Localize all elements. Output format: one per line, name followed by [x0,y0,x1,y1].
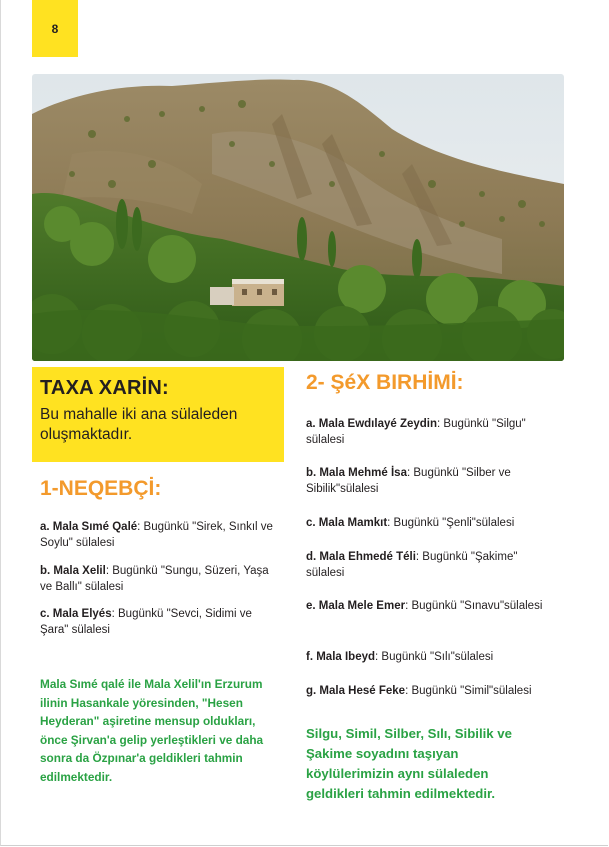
neqebci-heading: 1-NEQEBÇİ: [40,477,162,500]
list-item: e. Mala Mele Emer: Bugünkü "Sınavu"sülalesi [306,600,543,612]
left-note: Mala Sımé qalé ile Mala Xelil'ın Erzurum ilinin Hasankale yöresinden, "Hesen Heyderan" aşiretine mensup oldukları, önce Şirvan'a gelip yerleştikleri ve daha sonra da Özpınar'a geldikleri tahmin edilmektedir. [40,677,264,784]
page-number: 8 [51,21,59,36]
hillside-village-image [32,74,564,361]
list-item: f. Mala Ibeyd: Bugünkü "Sılı"sülalesi [306,651,494,663]
list-item: a. Mala Sımé Qalé: Bugünkü "Sirek, Sınkıl ve Soylu" sülalesi [40,521,273,549]
list-item: c. Mala Elyés: Bugünkü "Sevci, Sidimi ve Şara" sülalesi [40,608,252,636]
sex-birhimi-heading: 2- ŞéX BIRHİMİ: [306,371,464,394]
section-subtitle: Bu mahalle iki ana sülaleden oluşmaktadır. [40,406,238,443]
list-item: d. Mala Ehmedé Téli: Bugünkü "Şakime" sülalesi [306,551,518,579]
landscape-photo [32,74,564,361]
section-title-box [32,367,284,462]
list-item: a. Mala Ewdılayé Zeydin: Bugünkü "Silgu" sülalesi [306,418,526,446]
list-item: g. Mala Hesé Feke: Bugünkü "Simil"sülalesi [306,685,532,697]
list-item: b. Mala Xelil: Bugünkü "Sungu, Süzeri, Yaşa ve Ballı" sülalesi [40,565,269,593]
section-title: TAXA XARİN: [40,377,169,399]
list-item: c. Mala Mamkıt: Bugünkü "Şenli"sülalesi [306,517,515,529]
page-number-box [32,0,78,57]
list-item: b. Mala Mehmé İsa: Bugünkü "Silber ve Sibilik"sülalesi [306,467,511,495]
right-note: Silgu, Simil, Silber, Sılı, Sibilik ve Şakime soyadını taşıyan köylülerimizin aynı sülaleden geldikleri tahmin edilmektedir. [306,726,512,801]
